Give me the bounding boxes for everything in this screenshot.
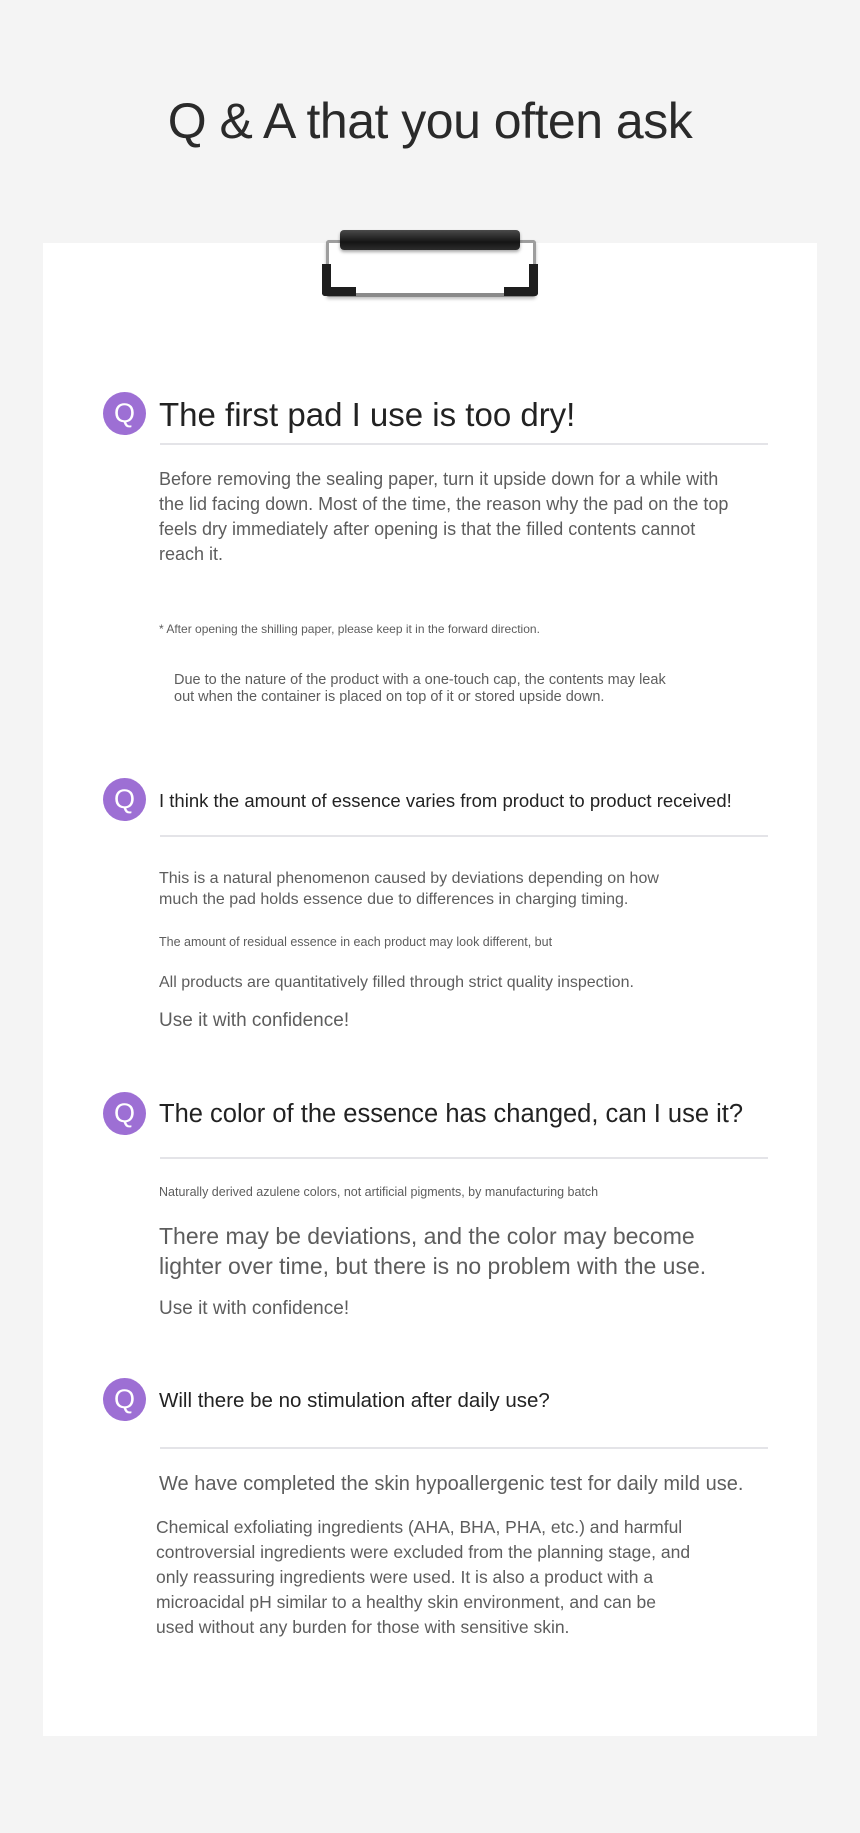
answer-1-line-1: Before removing the sealing paper, turn it upside down for a while with — [159, 469, 719, 489]
question-3: The color of the essence has changed, can I use it? — [159, 1100, 744, 1128]
answer-2-line-2: much the pad holds essence due to differences in charging timing. — [159, 891, 629, 908]
question-2: I think the amount of essence varies from product to product received! — [159, 790, 732, 811]
answer-1-detail-line-2: out when the container is placed on top of it or stored upside down. — [174, 689, 605, 705]
answer-3-emphasis-line-1: There may be deviations, and the color may become — [159, 1223, 695, 1249]
answer-2-closing: Use it with confidence! — [159, 1010, 350, 1031]
answer-4-line-1: Chemical exfoliating ingredients (AHA, BHA, PHA, etc.) and harmful — [156, 1517, 683, 1537]
answer-1-note: * After opening the shilling paper, please keep it in the forward direction. — [159, 622, 540, 636]
answer-3-closing: Use it with confidence! — [159, 1298, 350, 1319]
clipboard-clip-icon — [322, 230, 538, 300]
q-badge-icon: Q — [103, 778, 146, 821]
answer-4-line-3: only reassuring ingredients were used. It is also a product with a — [156, 1567, 654, 1587]
answer-1-detail-line-1: Due to the nature of the product with a one-touch cap, the contents may leak — [174, 672, 666, 688]
answer-3-emphasis-line-2: lighter over time, but there is no problem with the use. — [159, 1253, 707, 1279]
q-badge-icon: Q — [103, 1092, 146, 1135]
answer-1-line-4: reach it. — [159, 544, 224, 564]
answer-4-statement: We have completed the skin hypoallergenic test for daily mild use. — [159, 1473, 744, 1495]
answer-4-line-2: controversial ingredients were excluded from the planning stage, and — [156, 1542, 691, 1562]
answer-4-line-4: microacidal pH similar to a healthy skin environment, and can be — [156, 1592, 656, 1612]
divider — [160, 1157, 768, 1159]
q-badge-icon: Q — [103, 392, 146, 435]
answer-4-line-5: used without any burden for those with sensitive skin. — [156, 1617, 570, 1637]
answer-2-statement: All products are quantitatively filled through strict quality inspection. — [159, 974, 634, 991]
question-1: The first pad I use is too dry! — [159, 396, 576, 433]
divider — [160, 835, 768, 837]
question-4: Will there be no stimulation after daily use? — [159, 1389, 550, 1412]
answer-2-note: The amount of residual essence in each product may look different, but — [159, 935, 553, 949]
divider — [160, 443, 768, 445]
divider — [160, 1447, 768, 1449]
answer-3-note: Naturally derived azulene colors, not artificial pigments, by manufacturing batch — [159, 1185, 599, 1199]
answer-2-line-1: This is a natural phenomenon caused by deviations depending on how — [159, 870, 659, 887]
answer-1-line-2: the lid facing down. Most of the time, the reason why the pad on the top — [159, 494, 729, 514]
answer-1-line-3: feels dry immediately after opening is that the filled contents cannot — [159, 519, 696, 539]
page-title: Q & A that you often ask — [167, 93, 693, 149]
q-badge-icon: Q — [103, 1378, 146, 1421]
